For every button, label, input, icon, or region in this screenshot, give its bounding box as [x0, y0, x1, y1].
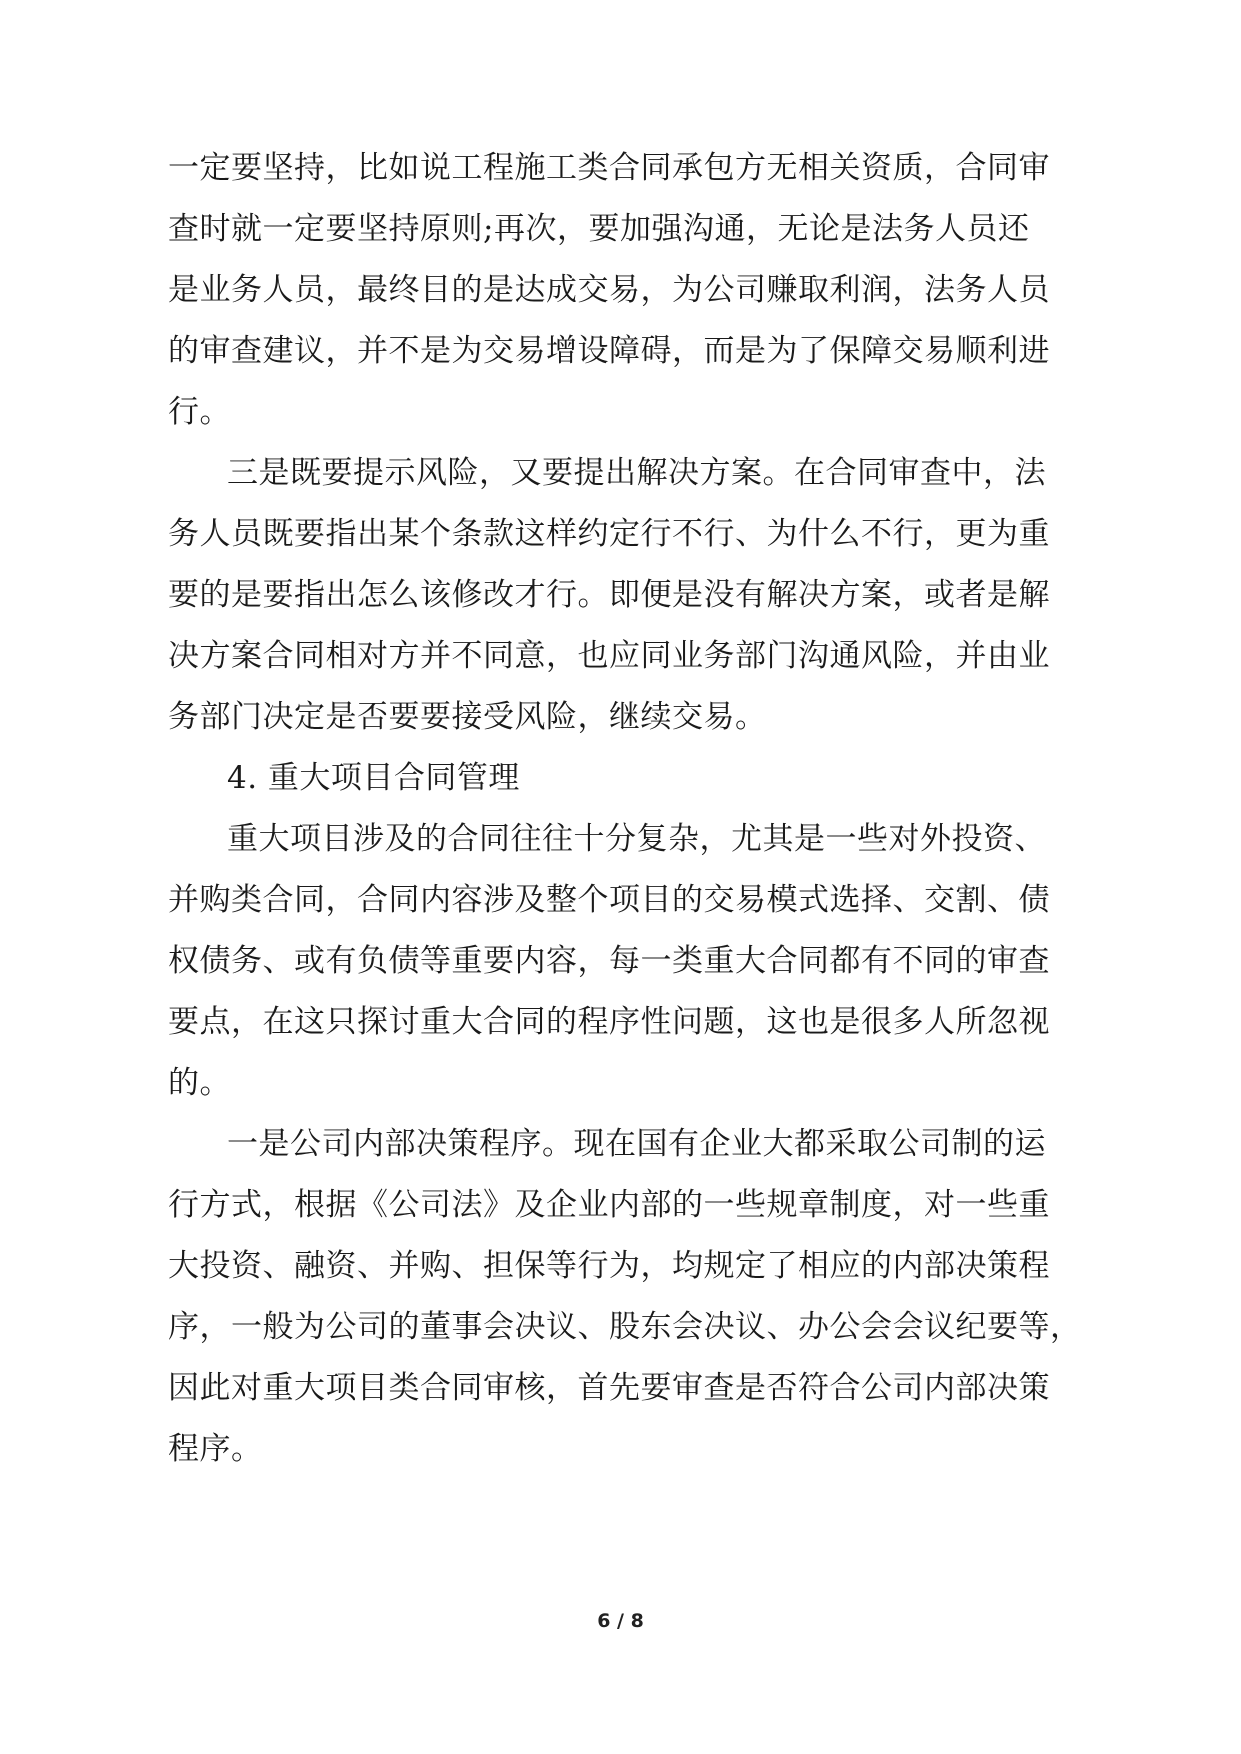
text-line: 务人员既要指出某个条款这样约定行不行、为什么不行，更为重	[168, 516, 1050, 552]
text-line: 要的是要指出怎么该修改才行。即便是没有解决方案，或者是解	[168, 577, 1050, 613]
text-line: 是业务人员，最终目的是达成交易，为公司赚取利润，法务人员	[168, 272, 1050, 308]
text-line: 大投资、融资、并购、担保等行为，均规定了相应的内部决策程	[168, 1248, 1050, 1284]
text-line: 行。	[168, 394, 231, 430]
text-line: 权债务、或有负债等重要内容，每一类重大合同都有不同的审查	[168, 943, 1050, 979]
text-line: 查时就一定要坚持原则;再次，要加强沟通，无论是法务人员还	[168, 211, 1030, 247]
page-number: 6 / 8	[597, 1610, 644, 1632]
text-line: 的审查建议，并不是为交易增设障碍，而是为了保障交易顺利进	[168, 333, 1050, 369]
text-line: 务部门决定是否要要接受风险，继续交易。	[168, 699, 767, 735]
text-line: 的。	[168, 1065, 231, 1101]
text-line: 一定要坚持，比如说工程施工类合同承包方无相关资质，合同审	[168, 150, 1050, 186]
text-line: 序，一般为公司的董事会决议、股东会决议、办公会会议纪要等，	[168, 1309, 1082, 1345]
text-line: 决方案合同相对方并不同意，也应同业务部门沟通风险，并由业	[168, 638, 1050, 674]
paragraph-first-line: 一是公司内部决策程序。现在国有企业大都采取公司制的运	[227, 1126, 1046, 1162]
text-line: 因此对重大项目类合同审核，首先要审查是否符合公司内部决策	[168, 1370, 1050, 1406]
paragraph-first-line: 重大项目涉及的合同往往十分复杂，尤其是一些对外投资、	[227, 821, 1046, 857]
text-line: 并购类合同，合同内容涉及整个项目的交易模式选择、交割、债	[168, 882, 1050, 918]
text-line: 行方式，根据《公司法》及企业内部的一些规章制度，对一些重	[168, 1187, 1050, 1223]
section-heading: 4. 重大项目合同管理	[227, 760, 520, 796]
text-line: 程序。	[168, 1431, 263, 1467]
paragraph-first-line: 三是既要提示风险，又要提出解决方案。在合同审查中，法	[227, 455, 1046, 491]
text-line: 要点，在这只探讨重大合同的程序性问题，这也是很多人所忽视	[168, 1004, 1050, 1040]
